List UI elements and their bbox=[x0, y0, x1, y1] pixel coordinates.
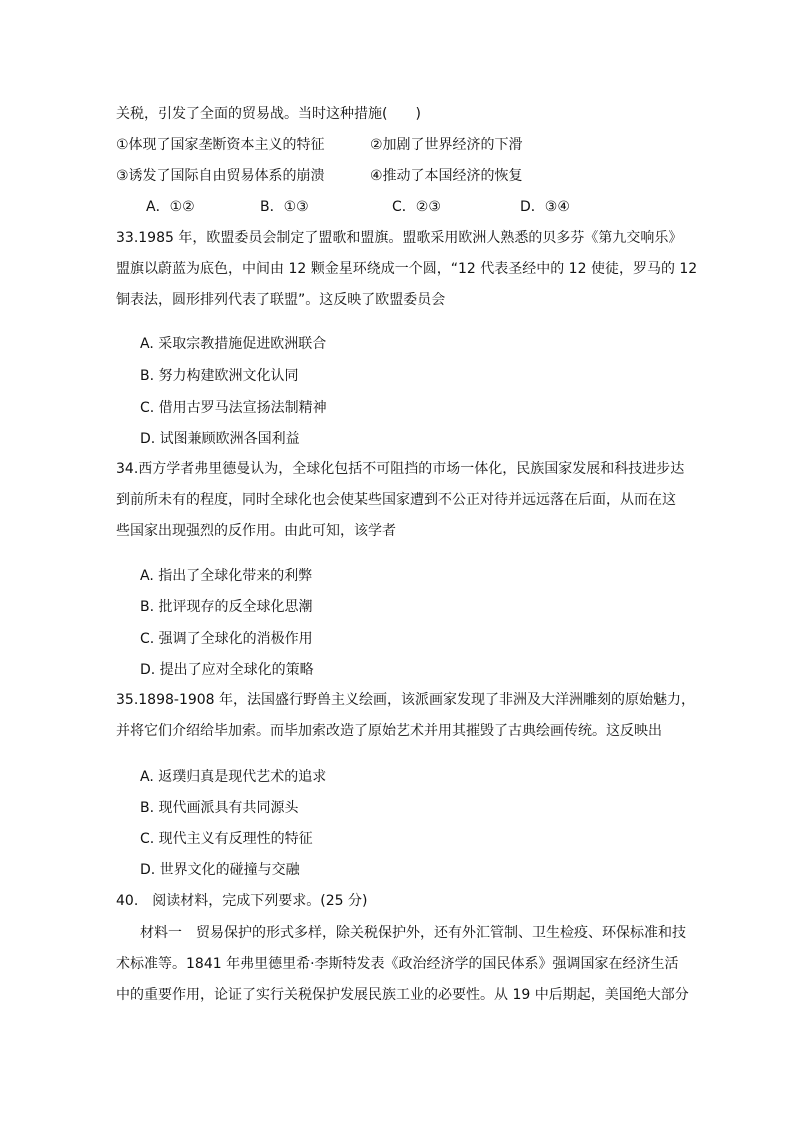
q33-option-a: A. 采取宗教措施促进欧洲联合 bbox=[140, 336, 327, 352]
q33-stem-line-2: 盟旗以蔚蓝为底色，中间由 12 颗金星环绕成一个圆，“12 代表圣经中的 12 使徒，罗马的 12 bbox=[116, 261, 698, 277]
q40-material-line-2: 术标准等。1841 年弗里德里希·李斯特发表《政治经济学的国民体系》强调国家在经济生活 bbox=[116, 956, 679, 972]
q35-option-b: B. 现代画派具有共同源头 bbox=[140, 800, 299, 816]
q32-choice-d: D．③④ bbox=[520, 199, 570, 215]
q40-heading: 40. 阅读材料，完成下列要求。(25 分) bbox=[116, 893, 368, 909]
q35-stem-line-1: 35.1898-1908 年，法国盛行野兽主义绘画，该派画家发现了非洲及大洋洲雕刻的原始魅力， bbox=[116, 692, 696, 708]
q32-statement-3: ③诱发了国际自由贸易体系的崩溃 bbox=[116, 168, 325, 184]
q40-material-line-1: 材料一 贸易保护的形式多样，除关税保护外，还有外汇管制、卫生检疫、环保标准和技 bbox=[140, 925, 686, 941]
q32-statement-4: ④推动了本国经济的恢复 bbox=[370, 168, 523, 184]
q33-option-b: B. 努力构建欧洲文化认同 bbox=[140, 368, 299, 384]
q40-material-line-3: 中的重要作用，论证了实行关税保护发展民族工业的必要性。从 19 中后期起，美国绝大部分 bbox=[116, 987, 689, 1003]
q34-option-b: B. 批评现存的反全球化思潮 bbox=[140, 599, 313, 615]
q32-stem-line: 关税，引发了全面的贸易战。当时这种措施( ) bbox=[116, 106, 421, 122]
q34-stem-line-2: 到前所未有的程度，同时全球化也会使某些国家遭到不公正对待并远远落在后面，从而在这 bbox=[116, 492, 676, 508]
q32-statement-2: ②加剧了世界经济的下滑 bbox=[370, 137, 523, 153]
q32-choice-a: A．①② bbox=[146, 199, 195, 215]
q32-choice-c: C．②③ bbox=[392, 199, 441, 215]
q33-option-c: C. 借用古罗马法宣扬法制精神 bbox=[140, 400, 327, 416]
q34-stem-line-1: 34.西方学者弗里德曼认为，全球化包括不可阻挡的市场一体化，民族国家发展和科技进步达 bbox=[116, 461, 685, 477]
q34-option-c: C. 强调了全球化的消极作用 bbox=[140, 631, 313, 647]
q35-option-d: D. 世界文化的碰撞与交融 bbox=[140, 862, 300, 878]
q33-option-d: D. 试图兼顾欧洲各国利益 bbox=[140, 431, 300, 447]
q33-stem-line-3: 铜表法，圆形排列代表了联盟”。这反映了欧盟委员会 bbox=[116, 292, 446, 308]
q35-option-a: A. 返璞归真是现代艺术的追求 bbox=[140, 769, 327, 785]
q35-option-c: C. 现代主义有反理性的特征 bbox=[140, 831, 313, 847]
q32-statement-1: ①体现了国家垄断资本主义的特征 bbox=[116, 137, 325, 153]
q34-stem-line-3: 些国家出现强烈的反作用。由此可知，该学者 bbox=[116, 523, 396, 539]
q34-option-d: D. 提出了应对全球化的策略 bbox=[140, 662, 314, 678]
q35-stem-line-2: 并将它们介绍给毕加索。而毕加索改造了原始艺术并用其摧毁了古典绘画传统。这反映出 bbox=[116, 723, 662, 739]
q33-stem-line-1: 33.1985 年，欧盟委员会制定了盟歌和盟旗。盟歌采用欧洲人熟悉的贝多芬《第九交响乐》 bbox=[116, 230, 683, 246]
q34-option-a: A. 指出了全球化带来的利弊 bbox=[140, 568, 313, 584]
q32-choice-b: B．①③ bbox=[260, 199, 309, 215]
